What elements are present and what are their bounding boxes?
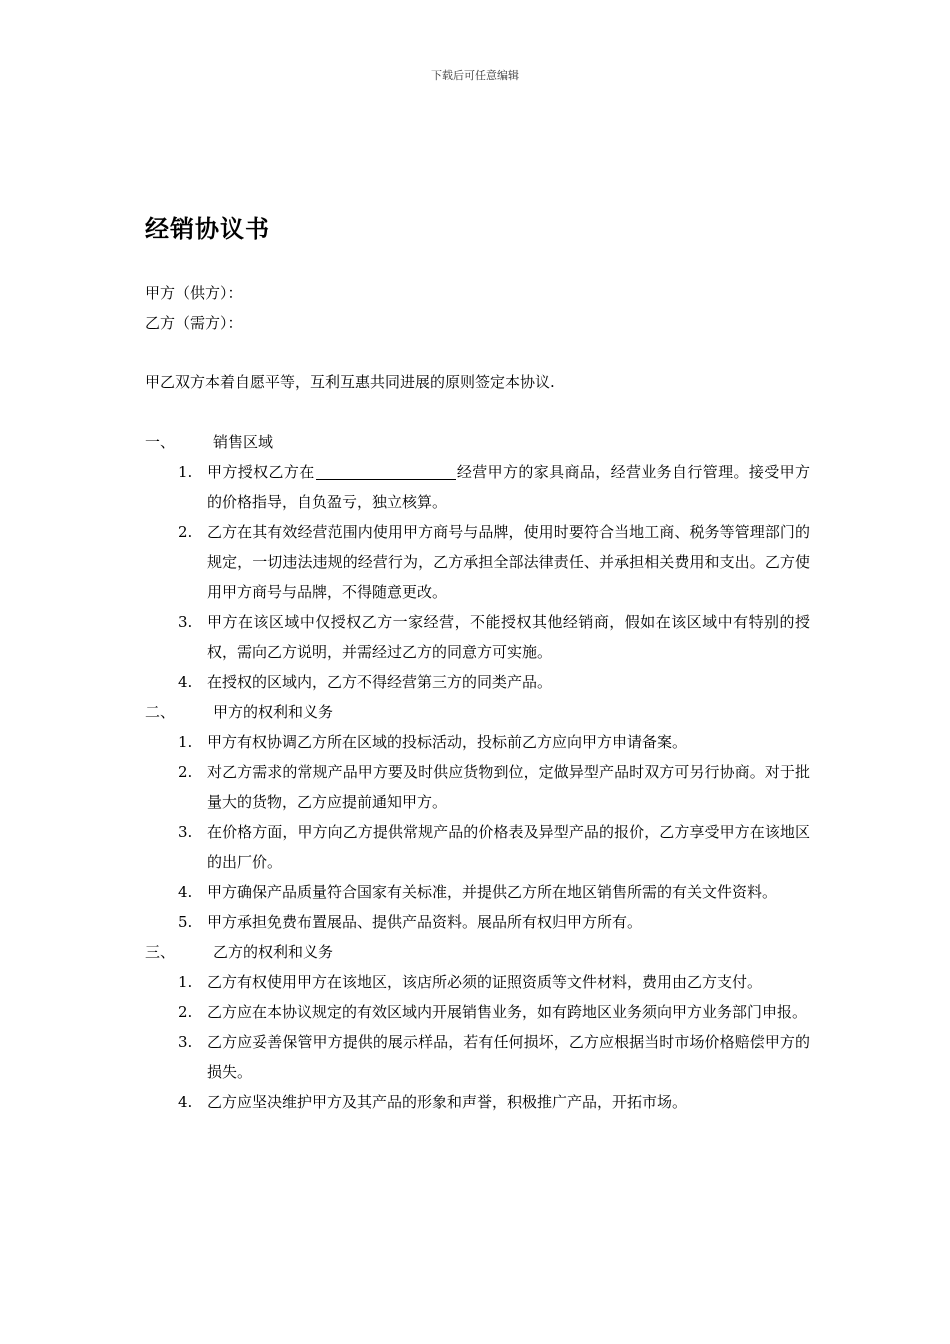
agreement-body — [145, 427, 810, 1117]
section-heading — [145, 697, 810, 727]
item-number: 1. — [178, 463, 193, 481]
list-item — [145, 727, 810, 757]
item-number: 4. — [178, 883, 193, 901]
item-number: 5. — [178, 913, 193, 931]
section-party-b-rights — [145, 937, 810, 1117]
item-text: 在价格方面，甲方向乙方提供常规产品的价格表及异型产品的报价，乙方享受甲方在该地区的出厂价。 — [207, 823, 810, 871]
item-number: 4. — [178, 673, 193, 691]
header-note: 下载后可任意编辑 — [431, 69, 519, 82]
item-text-before-blank: 甲方授权乙方在 — [207, 463, 315, 481]
list-item — [145, 817, 810, 877]
party-b-line: 乙方（需方）： — [145, 314, 243, 332]
item-number: 3. — [178, 613, 193, 631]
item-number: 3. — [178, 1033, 193, 1051]
section-number: 三、 — [145, 943, 176, 961]
item-number: 1. — [178, 973, 193, 991]
item-text: 乙方应在本协议规定的有效区域内开展销售业务，如有跨地区业务须向甲方业务部门申报。 — [207, 1003, 808, 1021]
item-text: 在授权的区域内，乙方不得经营第三方的同类产品。 — [207, 673, 553, 691]
item-number: 2. — [178, 763, 193, 781]
list-item — [145, 757, 810, 817]
section-title: 甲方的权利和义务 — [213, 703, 334, 721]
item-number: 1. — [178, 733, 193, 751]
item-text: 乙方应坚决维护甲方及其产品的形象和声誉，积极推广产品，开拓市场。 — [207, 1093, 688, 1111]
item-number: 2. — [178, 523, 193, 541]
item-text: 甲方承担免费布置展品、提供产品资料。展品所有权归甲方所有。 — [207, 913, 643, 931]
section-heading — [145, 427, 810, 457]
item-text: 乙方应妥善保管甲方提供的展示样品，若有任何损坏，乙方应根据当时市场价格赔偿甲方的损失。 — [207, 1033, 810, 1081]
section-title: 销售区域 — [213, 433, 274, 451]
item-text-after-blank: 经营甲方的家具商品，经营业务自行管理。接受甲方的价格指导，自负盈亏，独立核算。 — [207, 463, 810, 511]
item-number: 2. — [178, 1003, 193, 1021]
item-text: 甲方有权协调乙方所在区域的投标活动，投标前乙方应向甲方申请备案。 — [207, 733, 688, 751]
party-a-line: 甲方（供方）： — [145, 284, 243, 302]
list-item — [145, 667, 810, 697]
item-text: 乙方在其有效经营范围内使用甲方商号与品牌，使用时要符合当地工商、税务等管理部门的规定，一切违法违规的经营行为，乙方承担全部法律责任、并承担相关费用和支出。乙方使用甲方商号与品牌，不得随意更改。 — [207, 523, 810, 601]
fill-in-blank[interactable] — [316, 462, 456, 480]
section-title: 乙方的权利和义务 — [213, 943, 334, 961]
list-item — [145, 907, 810, 937]
list-item — [145, 1087, 810, 1117]
list-item — [145, 1027, 810, 1087]
list-item — [145, 967, 810, 997]
item-text: 乙方有权使用甲方在该地区，该店所必须的证照资质等文件材料，费用由乙方支付。 — [207, 973, 763, 991]
list-item — [145, 997, 810, 1027]
list-item — [145, 517, 810, 607]
item-number: 3. — [178, 823, 193, 841]
list-item — [145, 877, 810, 907]
list-item — [145, 607, 810, 667]
section-party-a-rights — [145, 697, 810, 937]
section-number: 一、 — [145, 433, 176, 451]
section-number: 二、 — [145, 703, 176, 721]
item-text: 甲方在该区域中仅授权乙方一家经营，不能授权其他经销商，假如在该区域中有特别的授权，需向乙方说明，并需经过乙方的同意方可实施。 — [207, 613, 810, 661]
section-heading — [145, 937, 810, 967]
section-sales-region — [145, 427, 810, 697]
document-title: 经销协议书 — [145, 215, 270, 243]
intro-paragraph: 甲乙双方本着自愿平等，互利互惠共同进展的原则签定本协议. — [145, 373, 555, 391]
item-text: 甲方确保产品质量符合国家有关标准，并提供乙方所在地区销售所需的有关文件资料。 — [207, 883, 778, 901]
item-number: 4. — [178, 1093, 193, 1111]
item-text: 对乙方需求的常规产品甲方要及时供应货物到位，定做异型产品时双方可另行协商。对于批量大的货物，乙方应提前通知甲方。 — [207, 763, 810, 811]
list-item — [145, 457, 810, 517]
